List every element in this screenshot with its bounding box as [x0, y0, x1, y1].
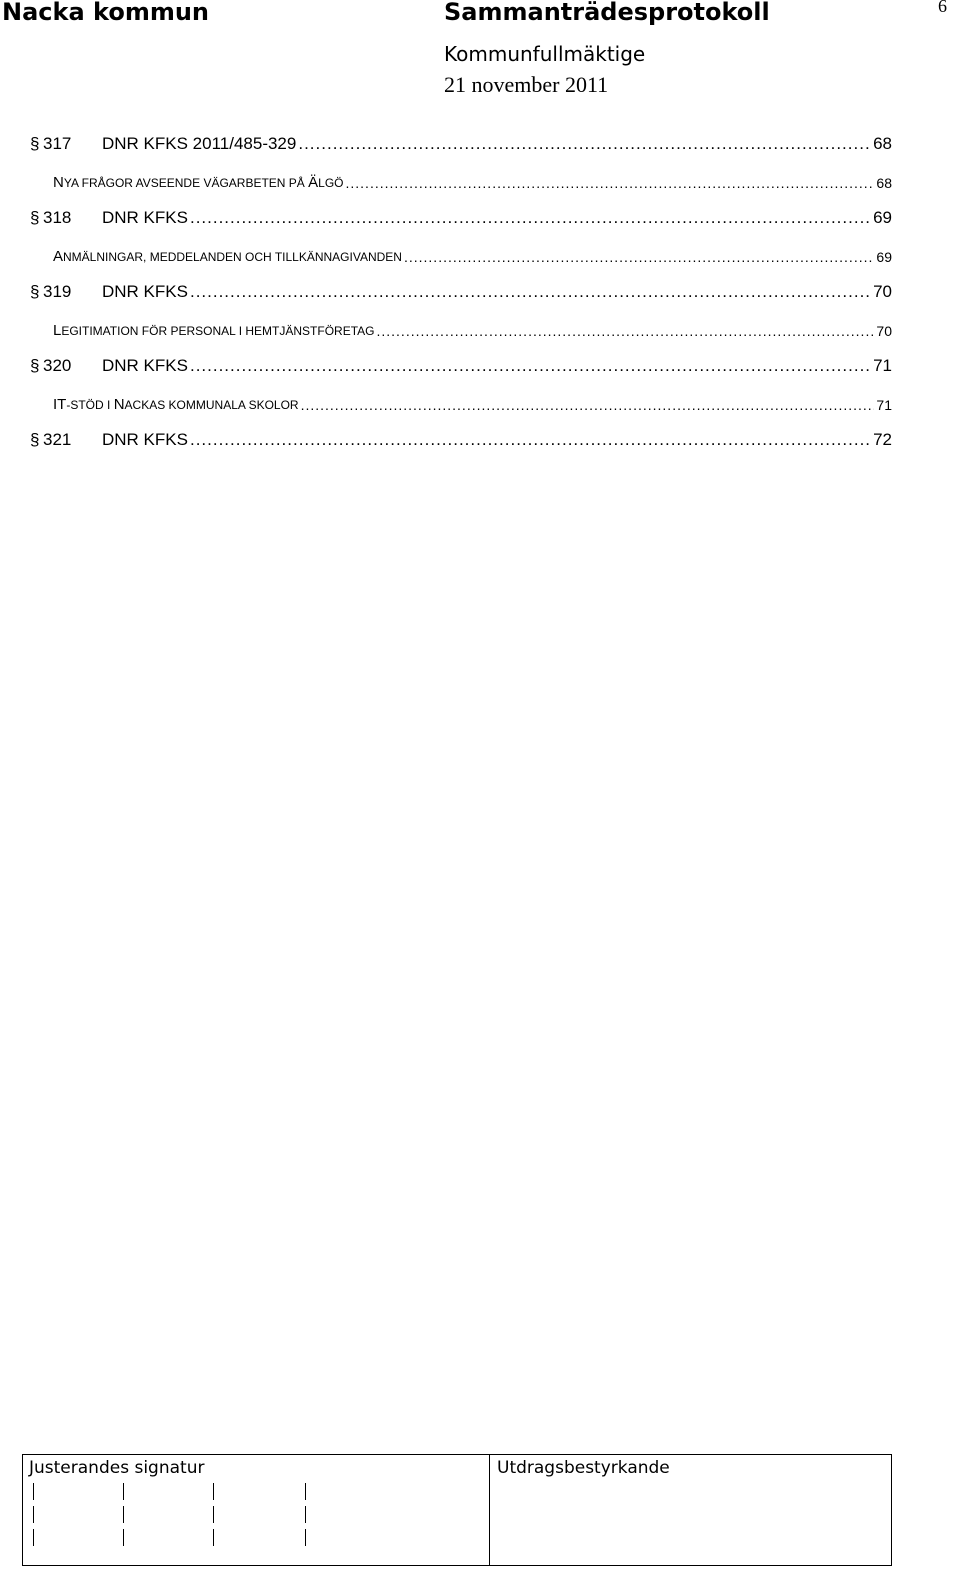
dot-leader [301, 397, 875, 413]
signature-label: Justerandes signatur [29, 1458, 205, 1478]
section-symbol: § [30, 356, 40, 375]
toc-page-number: 68 [873, 134, 892, 153]
signature-tick [213, 1529, 214, 1546]
section-symbol: § [30, 282, 40, 301]
toc-entry-321[interactable] [30, 426, 892, 450]
signature-footer [22, 1454, 892, 1566]
toc-entry-318[interactable] [30, 204, 892, 228]
toc-page-number: 69 [876, 249, 892, 265]
dot-leader [346, 175, 875, 191]
toc-entry-legitimation[interactable] [53, 315, 892, 339]
footer-divider [489, 1455, 490, 1565]
dot-leader [298, 134, 871, 154]
toc-page-number: 70 [876, 323, 892, 339]
signature-tick [305, 1529, 306, 1546]
section-number: 317 [43, 134, 72, 153]
section-symbol: § [30, 134, 40, 153]
dot-leader [190, 356, 871, 376]
toc-page-number: 71 [873, 356, 892, 375]
dot-leader [190, 282, 871, 302]
signature-tick [33, 1506, 34, 1523]
section-title: DNR KFKS [102, 356, 188, 375]
section-symbol: § [30, 208, 40, 227]
dot-leader [404, 249, 874, 265]
dot-leader [190, 208, 871, 228]
toc-entry-anmalningar[interactable] [53, 241, 892, 265]
toc-entry-319[interactable] [30, 278, 892, 302]
organization-name: Nacka kommun [2, 0, 210, 26]
topic-title: LEGITIMATION FÖR PERSONAL I HEMTJÄNSTFÖRETAG [53, 322, 375, 339]
signature-tick [33, 1483, 34, 1500]
topic-title: ANMÄLNINGAR, MEDDELANDEN OCH TILLKÄNNAGIVANDEN [53, 248, 402, 265]
extract-label: Utdragsbestyrkande [497, 1458, 670, 1478]
topic-title: NYA FRÅGOR AVSEENDE VÄGARBETEN PÅ ÄLGÖ [53, 174, 344, 191]
toc-page-number: 71 [876, 397, 892, 413]
signature-tick [305, 1506, 306, 1523]
signature-tick [33, 1529, 34, 1546]
dot-leader [190, 430, 871, 450]
toc-entry-it-stod[interactable] [53, 389, 892, 413]
signature-tick [123, 1506, 124, 1523]
toc-entry-317[interactable] [30, 130, 892, 154]
toc-page-number: 70 [873, 282, 892, 301]
toc-page-number: 69 [873, 208, 892, 227]
toc-entry-320[interactable] [30, 352, 892, 376]
topic-title: IT-STÖD I NACKAS KOMMUNALA SKOLOR [53, 396, 299, 413]
signature-tick [213, 1506, 214, 1523]
dot-leader [376, 323, 874, 339]
document-title: Sammanträdesprotokoll [444, 0, 770, 26]
section-number: 319 [43, 282, 72, 301]
signature-tick [305, 1483, 306, 1500]
section-title: DNR KFKS 2011/485-329 [102, 134, 297, 153]
toc-page-number: 68 [876, 175, 892, 191]
signature-tick [123, 1529, 124, 1546]
page-number: 6 [938, 0, 947, 16]
section-number: 320 [43, 356, 72, 375]
section-title: DNR KFKS [102, 430, 188, 449]
section-symbol: § [30, 430, 40, 449]
section-title: DNR KFKS [102, 282, 188, 301]
signature-tick [213, 1483, 214, 1500]
section-title: DNR KFKS [102, 208, 188, 227]
section-number: 318 [43, 208, 72, 227]
section-number: 321 [43, 430, 72, 449]
signature-tick [123, 1483, 124, 1500]
governing-body: Kommunfullmäktige [444, 42, 646, 66]
meeting-date: 21 november 2011 [444, 72, 609, 97]
toc-entry-nya-fragor[interactable] [53, 167, 892, 191]
toc-page-number: 72 [873, 430, 892, 449]
